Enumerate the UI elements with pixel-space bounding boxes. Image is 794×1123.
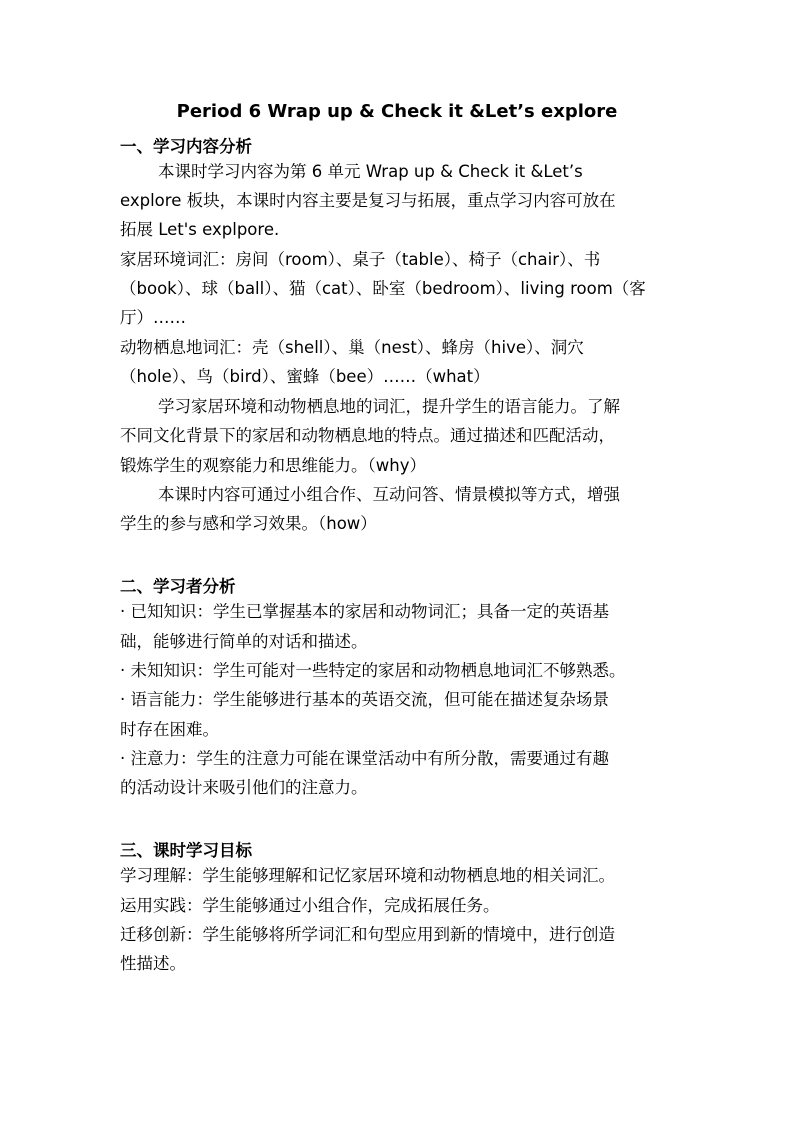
document-title: Period 6 Wrap up & Check it &Let’s explore (176, 101, 618, 122)
paragraph-line: 的活动设计来吸引他们的注意力。 (120, 778, 368, 797)
paragraph-line: 动物栖息地词汇：壳（shell）、巢（nest）、蜂房（hive）、洞穴 (120, 338, 584, 357)
paragraph-line: 家居环境词汇：房间（room）、桌子（table）、椅子（chair）、书 (120, 250, 601, 269)
section-heading-learning-objectives: 三、课时学习目标 (120, 841, 252, 860)
paragraph-line: （hole）、鸟（bird）、蜜蜂（bee）……（what） (120, 367, 490, 386)
paragraph-line: 学习家居环境和动物栖息地的词汇，提升学生的语言能力。了解 (158, 397, 620, 416)
paragraph-line: 本课时学习内容为第 6 单元 Wrap up & Check it &Let’s (158, 162, 583, 181)
paragraph-line: 本课时内容可通过小组合作、互动问答、情景模拟等方式，增强 (158, 485, 620, 504)
paragraph-line: · 语言能力：学生能够进行基本的英语交流，但可能在描述复杂场景 (120, 690, 609, 709)
paragraph-line: 厅）…… (120, 308, 186, 327)
section-heading-learner-analysis: 二、学习者分析 (120, 577, 236, 596)
paragraph-line: 础，能够进行简单的对话和描述。 (120, 632, 368, 651)
paragraph-line: 学习理解：学生能够理解和记忆家居环境和动物栖息地的相关词汇。 (120, 866, 615, 885)
paragraph-line: 运用实践：学生能够通过小组合作，完成拓展任务。 (120, 896, 500, 915)
paragraph-line: 锻炼学生的观察能力和思维能力。（why） (120, 456, 426, 475)
paragraph-line: （book）、球（ball）、猫（cat）、卧室（bedroom）、living room（客 (120, 279, 646, 298)
paragraph-line: 迁移创新：学生能够将所学词汇和句型应用到新的情境中，进行创造 (120, 925, 615, 944)
paragraph-line: 学生的参与感和学习效果。（how） (120, 514, 377, 533)
paragraph-line: 不同文化背景下的家居和动物栖息地的特点。通过描述和匹配活动， (120, 426, 615, 445)
paragraph-line: · 未知知识：学生可能对一些特定的家居和动物栖息地词汇不够熟悉。 (120, 661, 626, 680)
paragraph-line: 性描述。 (120, 954, 186, 973)
section-heading-content-analysis: 一、学习内容分析 (120, 137, 252, 156)
paragraph-line: explore 板块，本课时内容主要是复习与拓展，重点学习内容可放在 (120, 191, 616, 210)
paragraph-line: 拓展 Let's explpore. (120, 220, 280, 239)
paragraph-line: · 注意力：学生的注意力可能在课堂活动中有所分散，需要通过有趣 (120, 749, 609, 768)
paragraph-line: · 已知知识：学生已掌握基本的家居和动物词汇；具备一定的英语基 (120, 602, 609, 621)
paragraph-line: 时存在困难。 (120, 720, 219, 739)
